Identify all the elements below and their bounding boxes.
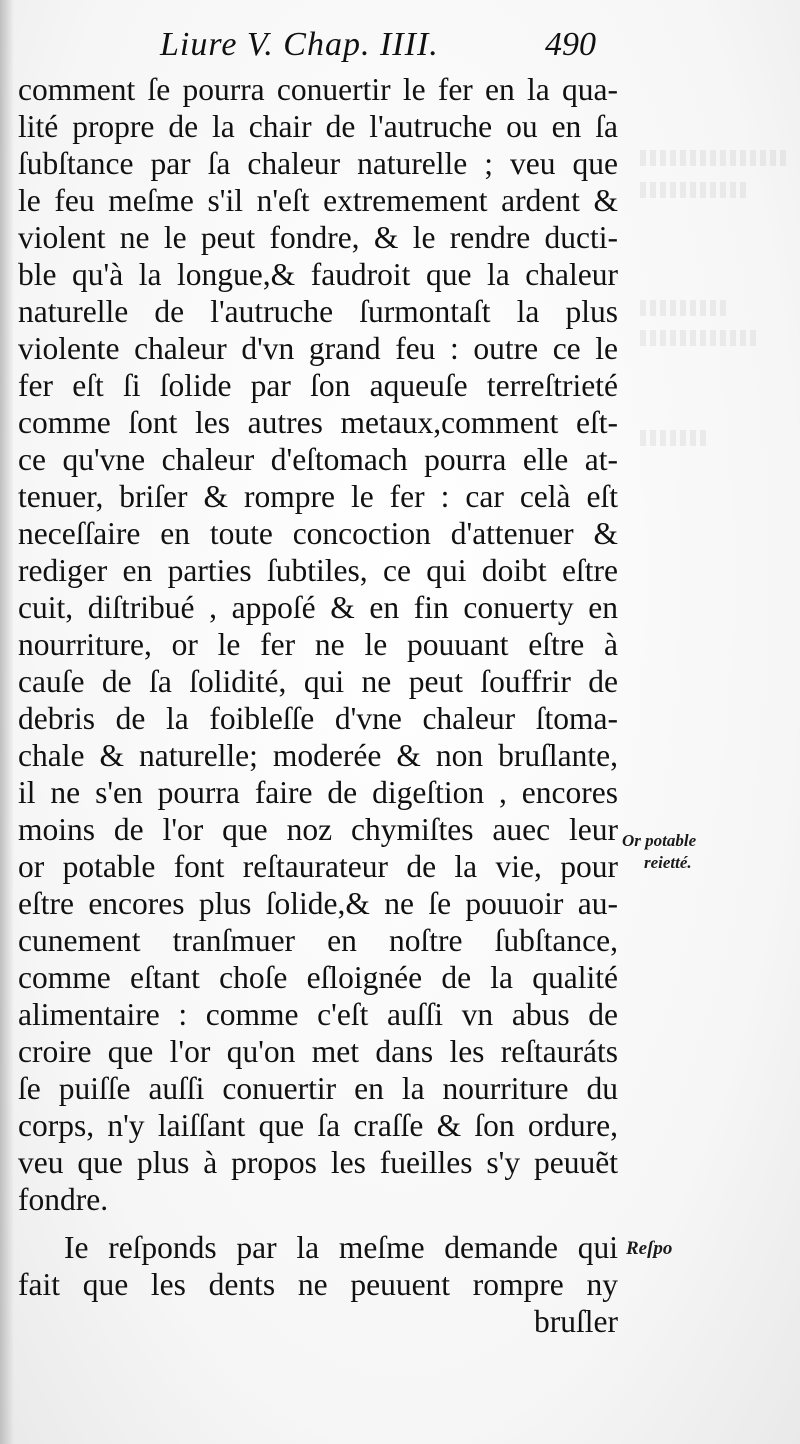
text-line: ſe puiſſe auſſi conuertir en la nourriture du <box>18 1071 618 1106</box>
text-line: naturelle de l'autruche ſurmontaſt la plus <box>18 294 618 329</box>
text-line: fait que les dents ne peuuent rompre ny <box>18 1267 618 1302</box>
text-line: comme ſont les autres metaux,comment eſt- <box>18 405 618 440</box>
text-line: or potable font reſtaurateur de la vie, pour <box>18 849 618 884</box>
show-through-mark <box>640 182 750 198</box>
text-line: fondre. <box>18 1182 109 1217</box>
text-line: veu que plus à propos les fueilles s'y peuuẽt <box>18 1145 618 1180</box>
text-line: lité propre de la chair de l'autruche ou en ſa <box>18 109 618 144</box>
text-line: rediger en parties ſubtiles, ce qui doibt eſtre <box>18 553 618 588</box>
page-number: 490 <box>545 26 596 63</box>
text-line: croire que l'or qu'on met dans les reſtauráts <box>18 1034 618 1069</box>
text-line: fer eſt ſi ſolide par ſon aqueuſe terreſtrieté <box>18 368 618 403</box>
show-through-mark <box>640 330 760 346</box>
gutter-shadow <box>0 0 14 1444</box>
text-line: nourriture, or le fer ne le pouuant eſtre à <box>18 627 618 662</box>
text-line: alimentaire : comme c'eſt auſſi vn abus de <box>18 997 618 1032</box>
text-line: debris de la foibleſſe d'vne chaleur ſtoma- <box>18 701 618 736</box>
margin-note-line: Or potable <box>622 831 697 850</box>
text-line: cuit, diſtribué , appoſé & en fin conuerty en <box>18 590 618 625</box>
catchword: bruſler <box>534 1304 618 1339</box>
page-header <box>0 26 800 70</box>
text-line: comme eſtant choſe eſloignée de la qualité <box>18 960 618 995</box>
running-head: Liure V. Chap. IIII. <box>160 26 439 63</box>
text-line: violente chaleur d'vn grand feu : outre ce le <box>18 331 618 366</box>
text-line: Ie reſponds par la meſme demande qui <box>64 1230 618 1265</box>
text-line: corps, n'y laiſſant que ſa craſſe & ſon ordure, <box>18 1108 618 1143</box>
show-through-mark <box>640 430 710 446</box>
text-line: tenuer, briſer & rompre le fer : car celà eſt <box>18 479 618 514</box>
margin-note-response: Reſpo <box>626 1238 673 1259</box>
text-line: chale & naturelle; moderée & non bruſlante, <box>18 738 618 773</box>
text-line: il ne s'en pourra faire de digeſtion , encores <box>18 775 618 810</box>
text-line: eſtre encores plus ſolide,& ne ſe pouuoir au- <box>18 886 618 921</box>
text-line: ſubſtance par ſa chaleur naturelle ; veu que <box>18 146 618 181</box>
text-line: comment ſe pourra conuertir le fer en la qua- <box>18 72 618 107</box>
margin-note-or-potable <box>622 830 696 874</box>
text-line: moins de l'or que noz chymiſtes auec leur <box>18 812 618 847</box>
text-line: le feu meſme s'il n'eſt extremement ardent & <box>18 183 618 218</box>
show-through-mark <box>640 300 730 316</box>
text-line: ce qu'vne chaleur d'eſtomach pourra elle at- <box>18 442 618 477</box>
text-line: cauſe de ſa ſolidité, qui ne peut ſouffrir de <box>18 664 618 699</box>
text-line: violent ne le peut fondre, & le rendre ducti- <box>18 220 618 255</box>
text-line: neceſſaire en toute concoction d'attenuer & <box>18 516 618 551</box>
margin-note-line: reietté. <box>644 853 692 872</box>
show-through-mark <box>640 150 790 166</box>
text-line: cunement tranſmuer en noſtre ſubſtance, <box>18 923 618 958</box>
text-line: ble qu'à la longue,& faudroit que la chaleur <box>18 257 618 292</box>
